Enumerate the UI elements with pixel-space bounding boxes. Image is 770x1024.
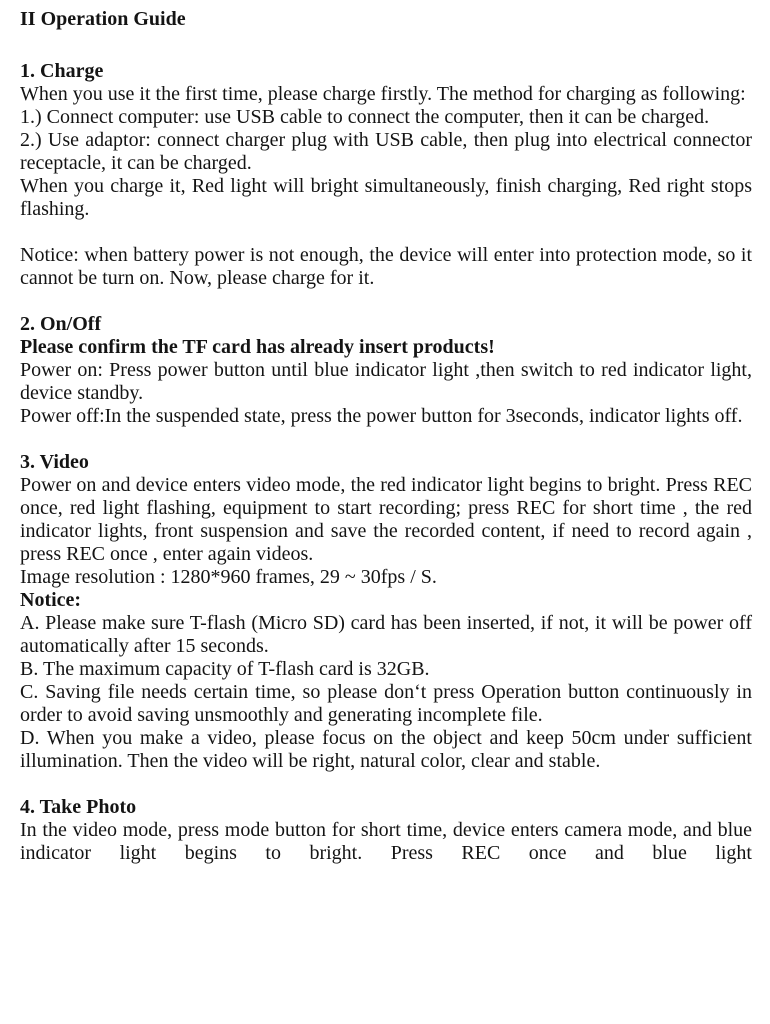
- spacer: [20, 290, 752, 313]
- photo-instructions: In the video mode, press mode button for short time, device enters camera mode, and blue indicator light begins to bright. Press REC once and blue light: [20, 819, 752, 864]
- section-charge: [20, 60, 752, 290]
- operation-guide-page: [20, 0, 752, 865]
- section-heading-onoff: 2. On/Off: [20, 313, 102, 335]
- power-on-instructions: Power on: Press power button until blue indicator light ,then switch to red indicator light, device standby.: [20, 359, 752, 404]
- video-instructions: Power on and device enters video mode, the red indicator light begins to bright. Press REC once, red light flashing, equipment to start recording; press REC for short time , the red indicator lights, front suspension and save the recorded content, if need to record again , press REC once , enter again videos.: [20, 474, 752, 565]
- section-video: [20, 451, 752, 773]
- charge-light-info: When you charge it, Red light will bright simultaneously, finish charging, Red right stops flashing.: [20, 175, 752, 220]
- spacer: [20, 31, 752, 60]
- charge-notice: Notice: when battery power is not enough, the device will enter into protection mode, so it cannot be turn on. Now, please charge for it.: [20, 244, 752, 289]
- power-off-instructions: Power off:In the suspended state, press the power button for 3seconds, indicator lights off.: [20, 405, 743, 427]
- page-title: II Operation Guide: [20, 8, 186, 30]
- section-heading-charge: 1. Charge: [20, 60, 104, 82]
- tf-card-warning: Please confirm the TF card has already insert products!: [20, 336, 495, 358]
- section-onoff: [20, 313, 752, 428]
- section-heading-photo: 4. Take Photo: [20, 796, 137, 818]
- spacer: [20, 428, 752, 451]
- spacer: [20, 221, 752, 244]
- video-resolution: Image resolution : 1280*960 frames, 29 ~ 30fps / S.: [20, 566, 437, 588]
- charge-step-adaptor: 2.) Use adaptor: connect charger plug with USB cable, then plug into electrical connector receptacle, it can be charged.: [20, 129, 752, 174]
- video-note-a: A. Please make sure T-flash (Micro SD) card has been inserted, if not, it will be power off automatically after 15 seconds.: [20, 612, 752, 657]
- video-note-c: C. Saving file needs certain time, so please donʻt press Operation button continuously in order to avoid saving unsmoothly and generating incomplete file.: [20, 681, 752, 726]
- section-heading-video: 3. Video: [20, 451, 89, 473]
- spacer: [20, 773, 752, 796]
- charge-intro: When you use it the first time, please charge firstly. The method for charging as following:: [20, 83, 746, 105]
- video-notice-label: Notice:: [20, 589, 82, 611]
- charge-step-computer: 1.) Connect computer: use USB cable to connect the computer, then it can be charged.: [20, 106, 710, 128]
- video-note-b: B. The maximum capacity of T-flash card is 32GB.: [20, 658, 430, 680]
- video-note-d: D. When you make a video, please focus on the object and keep 50cm under sufficient illumination. Then the video will be right, natural color, clear and stable.: [20, 727, 752, 772]
- section-take-photo: [20, 796, 752, 865]
